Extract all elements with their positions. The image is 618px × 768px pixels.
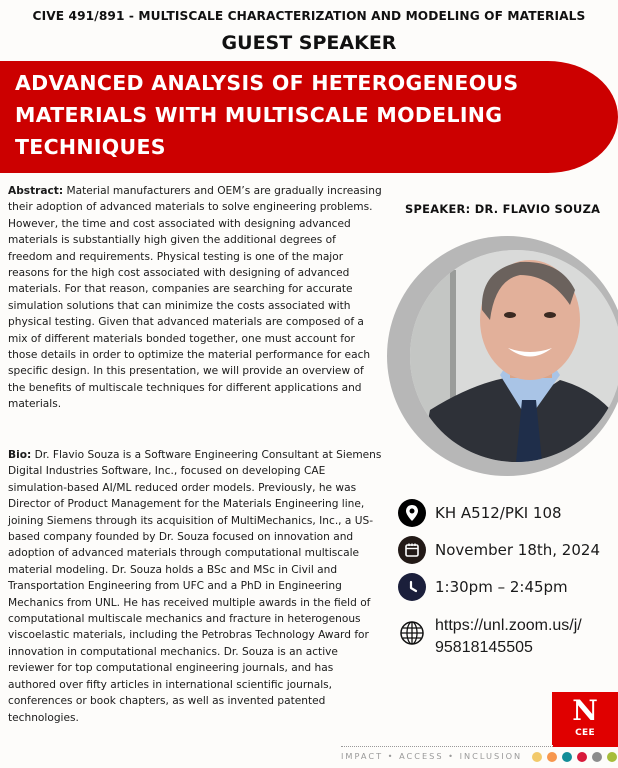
time-row (398, 573, 568, 601)
logo-dept: CEE (575, 728, 595, 738)
footer-dot (532, 752, 542, 762)
footer-accent-line (553, 745, 618, 747)
footer-dot (562, 752, 572, 762)
speaker-portrait-illustration (410, 250, 618, 462)
unl-cee-logo (552, 692, 618, 745)
link-row (398, 615, 582, 659)
abstract-paragraph (8, 183, 383, 413)
location-row (398, 499, 562, 527)
footer-tagline: IMPACT • ACCESS • INCLUSION (341, 751, 523, 761)
speaker-photo (410, 250, 618, 462)
date-row (398, 536, 600, 564)
map-pin-icon (398, 499, 426, 527)
talk-title: ADVANCED ANALYSIS OF HETEROGENEOUS MATERIALS WITH MULTISCALE MODELING TECHNIQUES (15, 71, 519, 159)
speaker-name: SPEAKER: DR. FLAVIO SOUZA (405, 202, 601, 216)
logo-letter: N (572, 694, 598, 727)
bio-text: Dr. Flavio Souza is a Software Engineering Consultant at Siemens Digital Industries Software, Inc., focused on developing CAE simulation-based AI/ML reduced order models. Previously, he was Director of Product Management for the Materials Engineering line, joining Siemens through its acquisition of MultiMechanics, Inc., a US-based company founded by Dr. Souza focused on innovation and adoption of advanced materials through computational multiscale material modeling. Dr. Souza holds a BSc and MSc in Civil and Transportation Engineering from UFC and a PhD in Engineering Mechanics from UNL. He has received multiple awards in the field of computational multiscale mechanics and fracture in heterogenous viscoelastic materials, including the Petrobras Technology Award for innovation in computational mechanics. Dr. Souza is an active reviewer for top computational engineering journals, and has authored over fifty articles in international scientific journals, conferences or book chapters, as well as invented patented technologies. (8, 449, 382, 724)
zoom-link[interactable] (435, 615, 582, 659)
calendar-icon (398, 536, 426, 564)
bio-label: Bio: (8, 449, 32, 461)
clock-icon (398, 573, 426, 601)
abstract-label: Abstract: (8, 185, 64, 197)
globe-icon (398, 619, 426, 647)
zoom-link-line1[interactable]: https://unl.zoom.us/j/ (435, 617, 582, 634)
zoom-link-line2[interactable]: 95818145505 (435, 639, 533, 656)
guest-speaker-heading: GUEST SPEAKER (221, 32, 397, 54)
abstract-text: Material manufacturers and OEM’s are gradually increasing their adoption of advanced materials to solve engineering problems. However, the time and cost associated with designing advanced materials is substantially high given the additional degrees of freedom and requirements. Physical testing is one of the major reasons for the high cost associated with designing of advanced materials. For that reason, companies are searching for accurate simulation solutions that can minimize the costs associated with physical testing. Given that advanced materials are composed of a mix of different materials bonded together, one must account for those details in order to optimize the material performance for each specific design. In this presentation, we will provide an overview of the benefits of multiscale techniques for different applications and materials. (8, 185, 382, 411)
time-text: 1:30pm – 2:45pm (435, 578, 568, 596)
bio-paragraph (8, 447, 383, 726)
course-title: CIVE 491/891 - MULTISCALE CHARACTERIZATION AND MODELING OF MATERIALS (32, 9, 586, 23)
footer-dot (547, 752, 557, 762)
footer-divider (341, 746, 553, 747)
location-text: KH A512/PKI 108 (435, 504, 562, 522)
footer-dot (607, 752, 617, 762)
date-text: November 18th, 2024 (435, 541, 600, 559)
footer-dot (592, 752, 602, 762)
footer-dots (532, 752, 618, 762)
footer-dot (577, 752, 587, 762)
